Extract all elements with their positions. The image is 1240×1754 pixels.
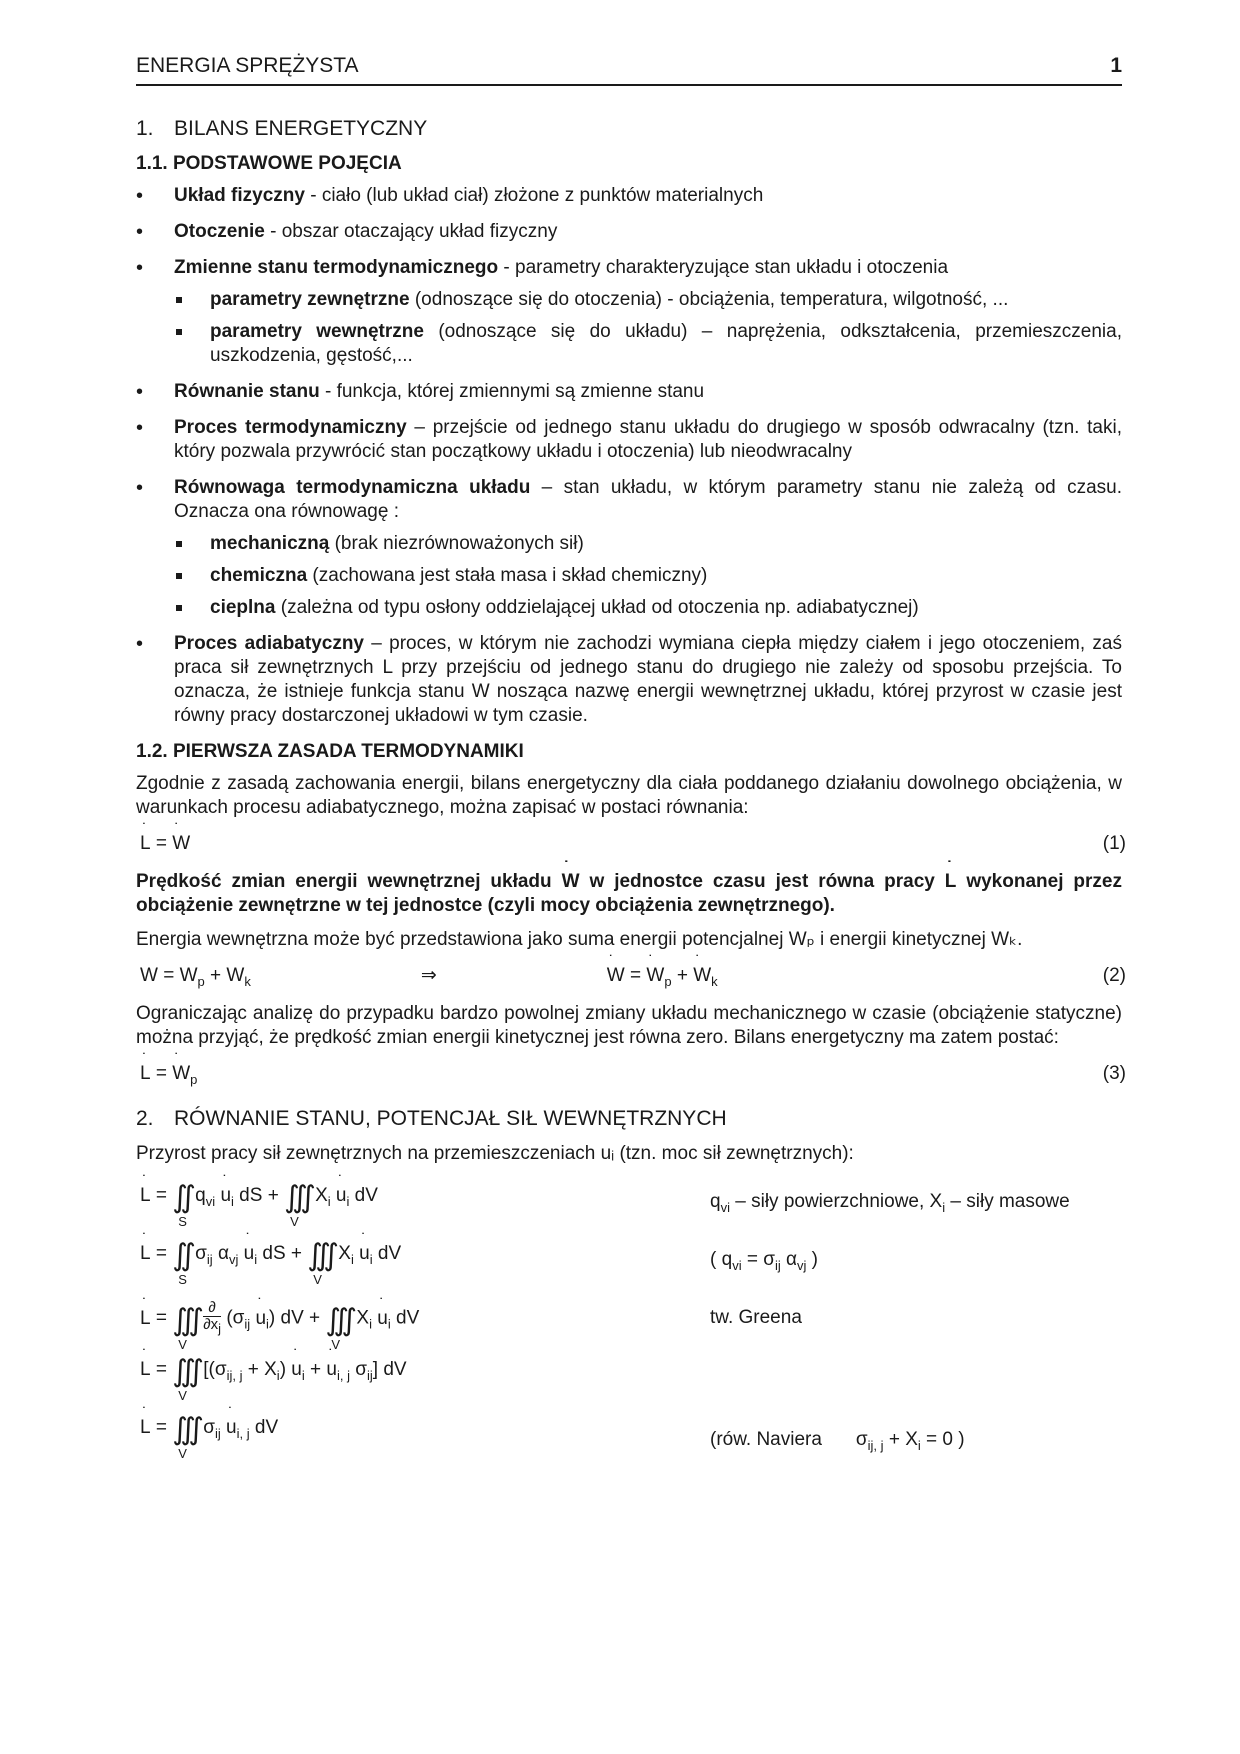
paragraph: Energia wewnętrzna może być przedstawiona jako suma energii potencjalnej Wₚ i energii kinetycznej Wₖ.	[136, 929, 1023, 950]
list-item: • Zmienne stanu termodynamicznego - parametry charakteryzujące stan układu i otoczenia parametry zewnętrzne (odnoszące się do otoczenia) - obciążenia, temperatura, wilgotność, ... parametry wewnętrzne (odnoszące się do układu) – naprężenia, odkształcenia, przemieszczenia, uszkodzenia, gęstość,...	[136, 256, 1122, 368]
sublist-item: chemiczna (zachowana jest stała masa i skład chemiczny)	[174, 564, 1122, 588]
list-item: • Równowaga termodynamiczna układu – stan układu, w którym parametry stanu nie zależą od czasu. Oznacza ona równowagę : mechaniczną (brak niezrównoważonych sił) chemiczna (zachowana jest stała masa i skład chemiczny) cieplna (zależna od typu osłony oddzielającej układ od otoczenia np. adiabatycznej)	[136, 476, 1122, 620]
page	[136, 0, 1126, 1754]
paragraph: Zgodnie z zasadą zachowania energii, bilans energetyczny dla ciała poddanego działaniu dowolnego obciążenia, w warunkach procesu adiabatycznego, można zapisać w postaci równania:	[136, 773, 1122, 818]
formula: L ˙ = ∭ V $\sigma_{ij}$ u $˙_{i, j}$ dV	[140, 1416, 278, 1446]
equilibrium-sublist	[174, 532, 1122, 620]
page-header	[136, 54, 1122, 86]
formula-note: $q_{vi}$ – siły powierzchniowe, $X_i$ – siły masowe	[710, 1191, 1070, 1215]
formula-note: (rów. Naviera $\sigma_{ij, j} + X_i = 0$ )	[710, 1429, 965, 1453]
formula: L ˙ = ∭ V [$(\sigma_{ij, j} + X_i)$ u $˙_i + u$ $˙_{i, j}$ $\sigma_{ij}$] dV	[140, 1358, 407, 1388]
formula: L ˙ = ∭ V $\frac{\partial}{\partial x_j} (\sigma_{ij}$ u $˙_i$) dV + ∭ V $X_i$ u $˙_i$ dV	[140, 1300, 419, 1337]
list-item: • Układ fizyczny - ciało (lub układ ciał) złożone z punktów materialnych	[136, 184, 1122, 208]
section-title: RÓWNANIE STANU, POTENCJAŁ SIŁ WEWNĘTRZNYCH	[174, 1107, 727, 1130]
formula: L ˙ = ∬ S $\sigma_{ij}$ $\alpha_{vj}$ u $˙_i$ dS + ∭ V $X_i$ u $˙_i$ dV	[140, 1242, 401, 1272]
list-item: • Proces termodynamiczny – przejście od jednego stanu układu do drugiego w sposób odwracalny (tzn. taki, który pozwala przywrócić stan początkowy układu i otoczenia) lub nieodwracalny	[136, 416, 1122, 464]
equation-number: (3)	[1102, 1063, 1126, 1084]
sublist-item: parametry zewnętrzne (odnoszące się do otoczenia) - obciążenia, temperatura, wilgotność, ...	[174, 288, 1122, 312]
equation-1	[136, 830, 1126, 862]
sublist-item: mechaniczną (brak niezrównoważonych sił)	[174, 532, 1122, 556]
section-number: 2.	[136, 1107, 154, 1130]
list-item: • Równanie stanu - funkcja, której zmiennymi są zmienne stanu	[136, 380, 1122, 404]
formula-note: tw. Greena	[710, 1307, 802, 1328]
equation-3	[136, 1060, 1126, 1092]
equation-2	[136, 962, 1126, 994]
document-body	[136, 116, 1126, 1466]
sublist-item: cieplna (zależna od typu osłony oddzielającej układ od otoczenia np. adiabatycznej)	[174, 596, 1122, 620]
section-1-heading	[136, 116, 1122, 142]
derivation-line-4	[136, 1350, 1122, 1408]
paragraph: Ograniczając analizę do przypadku bardzo powolnej zmiany układu mechanicznego w czasie (obciążenie statyczne) można przyjąć, że prędkość zmian energii kinetycznej jest równa zero. Bilans energetyczny ma zatem postać:	[136, 1003, 1122, 1048]
equation-formula: L ˙ = W $˙_p$	[140, 1062, 197, 1092]
section-title: BILANS ENERGETYCZNY	[174, 117, 428, 140]
list-item: • Otoczenie - obszar otaczający układ fizyczny	[136, 220, 1122, 244]
bold-statement: Prędkość zmian energii wewnętrznej układu W ˙ w jednostce czasu jest równa pracy L ˙ wykonanej przez obciążenie zewnętrzne w tej jednostce (czyli mocy obciążenia zewnętrznego).	[136, 870, 1122, 918]
equation-number: (2)	[1102, 965, 1126, 986]
subsection-1-1-heading: 1.1. PODSTAWOWE POJĘCIA	[136, 153, 402, 174]
subsection-1-2-heading: 1.2. PIERWSZA ZASADA TERMODYNAMIKI	[136, 741, 524, 762]
page-number: 1	[1110, 54, 1122, 77]
equation-formula: $W = W_p + W_k$ ⇒ W ˙ = W $˙_p + W$ $˙_k$	[140, 964, 718, 994]
header-title: ENERGIA SPRĘŻYSTA	[136, 54, 359, 77]
derivation-line-1	[136, 1176, 1122, 1234]
paragraph: Przyrost pracy sił zewnętrznych na przemieszczeniach uᵢ (tzn. moc sił zewnętrznych):	[136, 1143, 854, 1164]
derivation-line-5	[136, 1408, 1122, 1466]
equation-number: (1)	[1102, 833, 1126, 854]
section-number: 1.	[136, 117, 154, 140]
parameters-sublist	[174, 288, 1122, 368]
equation-formula: L ˙ = W ˙	[140, 832, 190, 856]
derivation-line-3	[136, 1292, 1122, 1350]
derivation-line-2	[136, 1234, 1122, 1292]
section-2-heading	[136, 1106, 1122, 1132]
concepts-list	[136, 184, 1122, 728]
sublist-item: parametry wewnętrzne (odnoszące się do układu) – naprężenia, odkształcenia, przemieszczenia, uszkodzenia, gęstość,...	[174, 320, 1122, 368]
formula-note: ( $q_{vi} = \sigma_{ij}$ $\alpha_{vj}$ )	[710, 1249, 819, 1273]
formula: L ˙ = ∬ S $q_{vi}$ u $˙_i$ dS + ∭ V $X_i$ u $˙_i$ dV	[140, 1184, 378, 1214]
list-item: • Proces adiabatyczny – proces, w którym nie zachodzi wymiana ciepła między ciałem i jego otoczeniem, zaś praca sił zewnętrznych L przy przejściu od jednego stanu do drugiego nie zależy od sposobu przejścia. To oznacza, że istnieje funkcja stanu W nosząca nazwę energii wewnętrznej układu, której przyrost w czasie jest równy pracy dostarczonej układowi w tym czasie.	[136, 632, 1122, 728]
